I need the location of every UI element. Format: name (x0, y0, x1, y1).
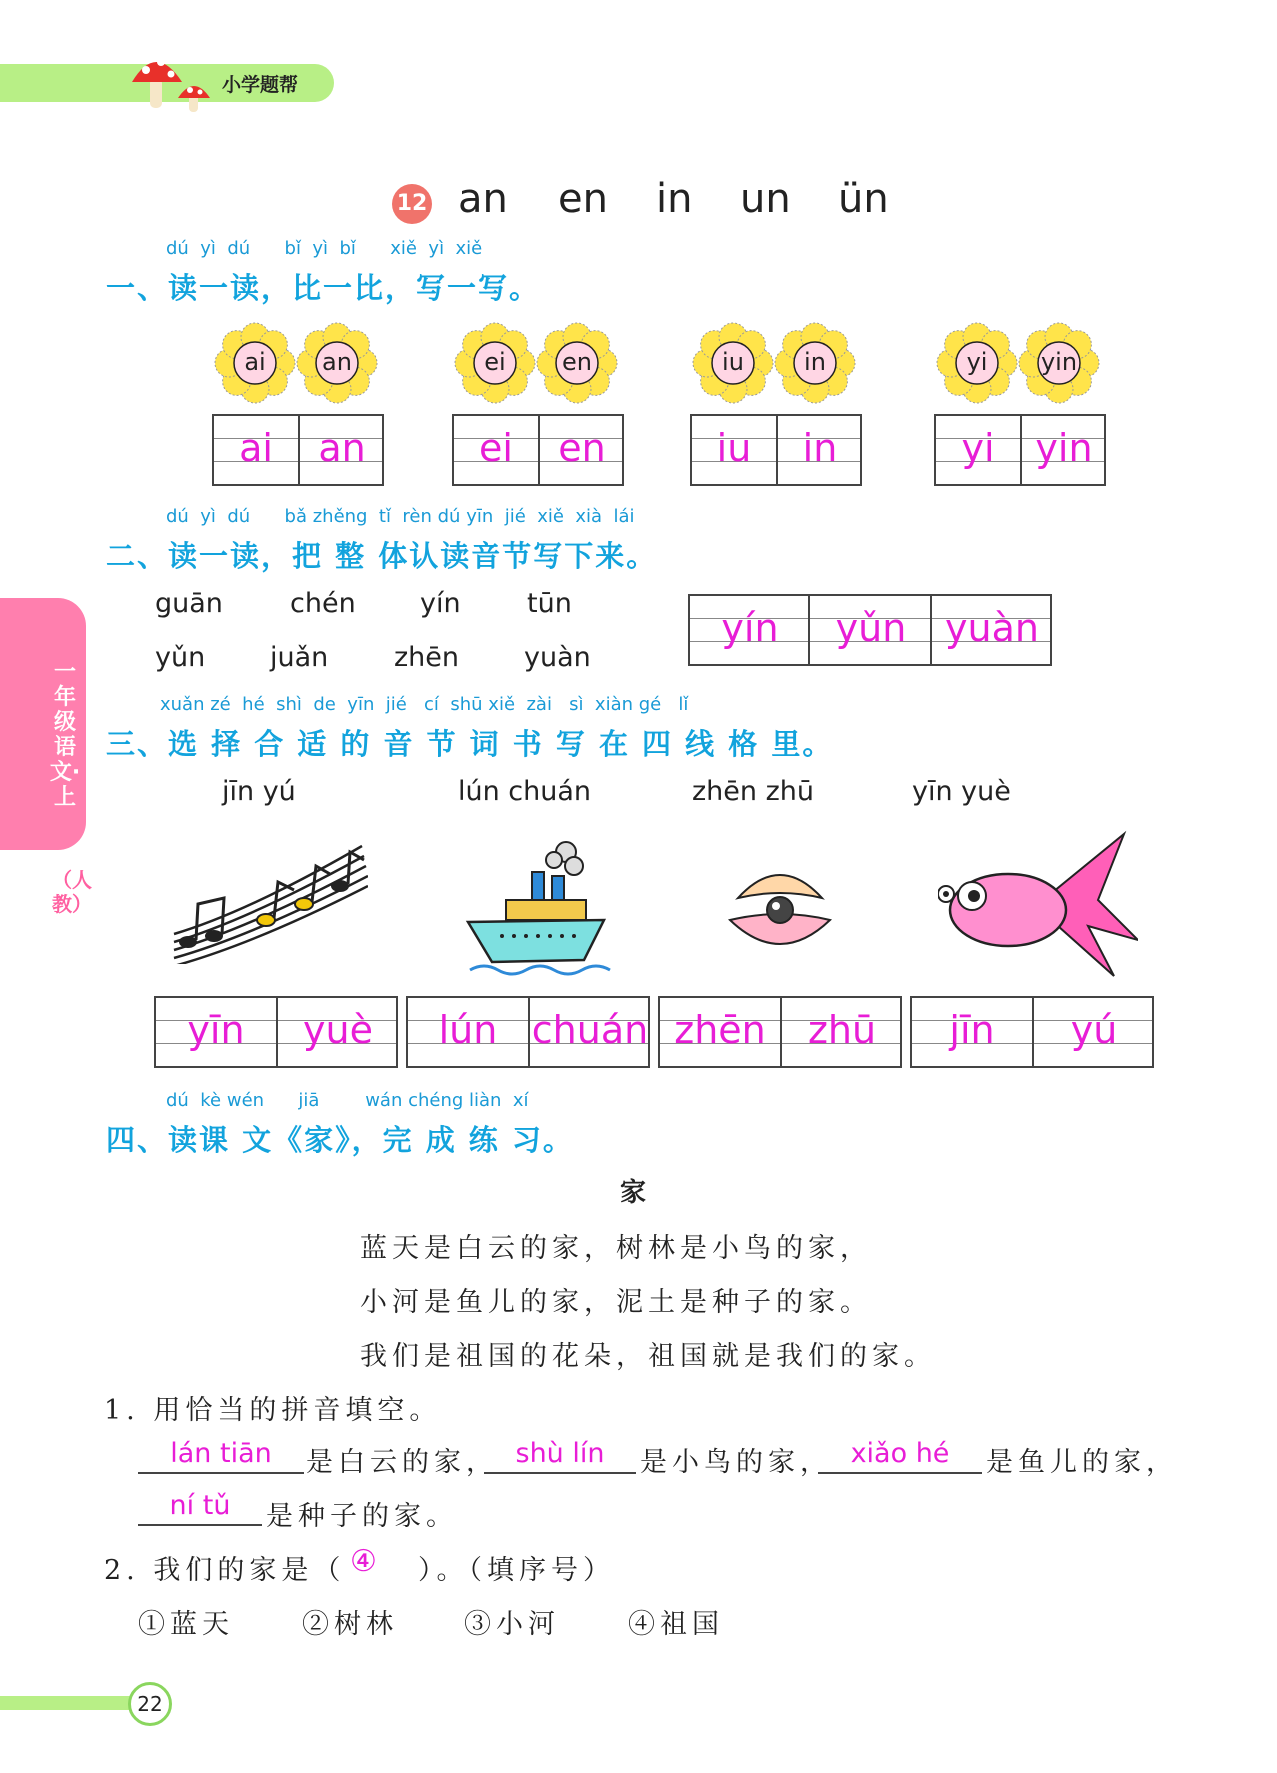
choice-option: ④祖国 (628, 1609, 724, 1640)
flower-label: ei (484, 348, 506, 376)
blank-answer: ní tǔ (169, 1490, 231, 1521)
answer-syllable: an (318, 426, 366, 470)
section4-pinyin: dú kè wén jiā wán chéng liàn xí (166, 1090, 529, 1111)
flower-label: yin (1040, 348, 1078, 376)
title-item: un (740, 176, 791, 222)
flower-label: an (322, 348, 352, 376)
blank-answer: shù lín (515, 1438, 605, 1469)
pearl-shell-icon (722, 858, 838, 958)
four-line-grid (690, 414, 862, 486)
music-notes-icon (168, 842, 368, 964)
choice-option: ③小河 (464, 1609, 560, 1640)
answer-syllable: en (558, 426, 606, 470)
answer-syllable: yín (721, 606, 779, 650)
syllable-word: chén (290, 588, 356, 619)
four-line-grid (934, 414, 1106, 486)
side-grade-label: 一年级语文·上 (49, 660, 81, 810)
syllable-word: zhēn (394, 642, 460, 673)
question-2-answer: ④ (350, 1544, 377, 1579)
section1-heading: 一、读一读，比一比，写一写。 (106, 271, 541, 305)
title-item: in (656, 176, 693, 222)
ship-icon (462, 832, 612, 980)
option-word: zhēn zhū (692, 776, 814, 807)
poem-line: 我们是祖国的花朵，祖国就是我们的家。 (360, 1341, 936, 1372)
answer-syllable: yin (1035, 426, 1093, 470)
flower-label: iu (722, 348, 744, 376)
poem-line: 蓝天是白云的家，树林是小鸟的家， (360, 1233, 872, 1264)
blank-text: 是鱼儿的家， (986, 1447, 1178, 1478)
question-2-prompt: 2. 我们的家是（ (104, 1555, 346, 1586)
answer-syllable: yú (1070, 1008, 1118, 1052)
flower-label: yi (966, 348, 988, 376)
blank-text: 是白云的家， (306, 1447, 498, 1478)
goldfish-icon (938, 830, 1138, 980)
answer-syllable: lún (438, 1008, 498, 1052)
section2-heading: 二、读一读，把 整 体认读音节写下来。 (106, 539, 658, 573)
four-line-grid (452, 414, 624, 486)
syllable-word: guān (155, 588, 223, 619)
blank-text: 是种子的家。 (266, 1501, 458, 1532)
section4-heading: 四、读课 文《家》，完 成 练 习。 (106, 1123, 574, 1157)
syllable-word: tūn (527, 588, 572, 619)
flower-label: en (562, 348, 592, 376)
syllable-word: yǔn (155, 642, 206, 673)
lesson-number-badge: 12 (392, 184, 432, 224)
four-line-grid (658, 996, 902, 1068)
title-item: ün (838, 176, 889, 222)
answer-syllable: zhū (807, 1008, 877, 1052)
answer-syllable: in (802, 426, 838, 470)
title-item: an (458, 176, 508, 222)
syllable-word: juǎn (270, 642, 329, 673)
option-word: lún chuán (458, 776, 592, 807)
question-2-suffix: ）。（填序号） (418, 1555, 615, 1586)
question-1-prompt: 1. 用恰当的拼音填空。 (104, 1395, 442, 1426)
answer-syllable: ai (239, 426, 273, 470)
page-number: 22 (128, 1682, 172, 1726)
section2-pinyin: dú yì dú bǎ zhěng tǐ rèn dú yīn jié xiě xià lái (166, 506, 635, 527)
poem-title: 家 (620, 1178, 647, 1208)
poem-line: 小河是鱼儿的家，泥土是种子的家。 (360, 1287, 872, 1318)
answer-syllable: yuè (303, 1008, 373, 1052)
answer-syllable: yǔn (835, 606, 907, 650)
syllable-word: yín (420, 588, 461, 619)
four-line-grid (910, 996, 1154, 1068)
side-edition-label: （人教） (52, 868, 92, 916)
answer-syllable: ei (479, 426, 513, 470)
blank-answer: lán tiān (170, 1438, 272, 1469)
flower-label: ai (244, 348, 266, 376)
answer-syllable: yi (961, 426, 995, 470)
answer-syllable: zhēn (674, 1008, 766, 1052)
answer-syllable: chuán (531, 1008, 649, 1052)
blank-answer: xiǎo hé (850, 1438, 950, 1469)
syllable-word: yuàn (524, 642, 591, 673)
four-line-grid (212, 414, 384, 486)
brand-label: 小学题帮 (222, 74, 299, 96)
title-item: en (558, 176, 608, 222)
mushroom-icon (128, 44, 218, 116)
four-line-grid (154, 996, 398, 1068)
four-line-grid (688, 594, 1052, 666)
blank-text: 是小鸟的家， (640, 1447, 832, 1478)
answer-syllable: jīn (949, 1008, 995, 1052)
answer-syllable: yīn (187, 1008, 245, 1052)
option-word: yīn yuè (912, 776, 1011, 807)
section3-pinyin: xuǎn zé hé shì de yīn jié cí shū xiě zài sì xiàn gé lǐ (160, 694, 689, 715)
option-word: jīn yú (222, 776, 296, 807)
section1-pinyin: dú yì dú bǐ yì bǐ xiě yì xiě (166, 238, 483, 259)
choice-option: ①蓝天 (138, 1609, 234, 1640)
choice-option: ②树林 (302, 1609, 398, 1640)
answer-syllable: yuàn (945, 606, 1039, 650)
answer-syllable: iu (716, 426, 752, 470)
four-line-grid (406, 996, 650, 1068)
flower-label: in (804, 348, 826, 376)
section3-heading: 三、选 择 合 适 的 音 节 词 书 写 在 四 线 格 里。 (106, 727, 834, 761)
